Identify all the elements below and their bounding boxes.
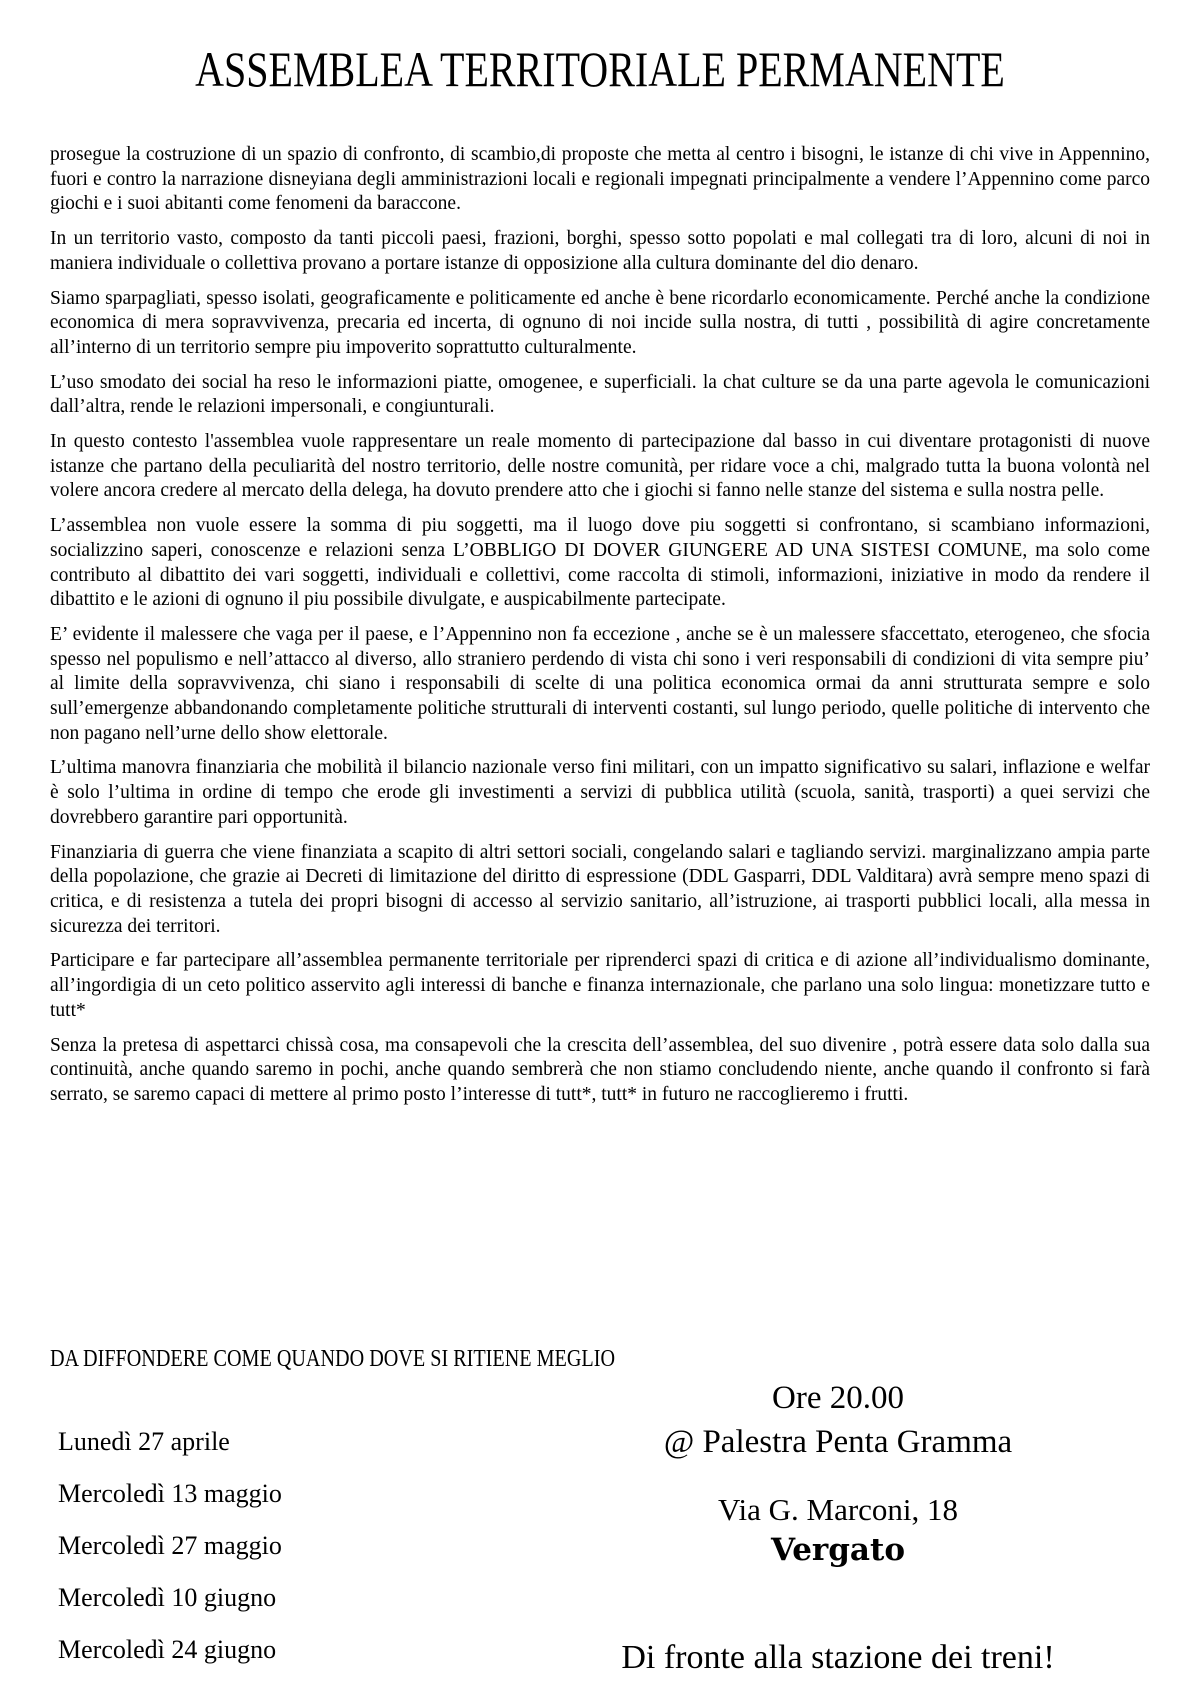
schedule-date: Mercoledì 13 maggio — [58, 1479, 282, 1508]
event-city: Vergato — [770, 1532, 906, 1568]
schedule-date: Mercoledì 27 maggio — [58, 1531, 282, 1560]
paragraph-1: prosegue la costruzione di un spazio di confronto, di scambio,di proposte che metta al centro i bisogni, le istanze di chi vive in Appennino, fuori e contro la narrazione disneyiana degli amministrazioni locali e regionali impegnati principalmente a vendere l’Appennino come parco giochi e i suoi abitanti come fenomeni da baraccone. — [50, 144, 1150, 215]
body-text — [50, 143, 1150, 1108]
schedule-date: Mercoledì 10 giugno — [58, 1583, 277, 1612]
event-time: Ore 20.00 — [772, 1380, 904, 1416]
paragraph-6: L’assemblea non vuole essere la somma di piu soggetti, ma il luogo dove piu soggetti si confrontano, si scambiano informazioni, socializzino saperi, conoscenze e relazioni senza L’OBBLIGO DI DOVER GIUNGERE AD UNA SISTESI COMUNE, ma solo come contributo al dibattito dei vari soggetti, individuali e collettivi, come raccolta di stimoli, informazioni, iniziative in modo da rendere il dibattito e le azioni di ognuno il piu possibile divulgate, e auspicabilmente partecipate. — [50, 515, 1150, 611]
paragraph-5: In questo contesto l'assemblea vuole rappresentare un reale momento di partecipazione dal basso in cui diventare protagonisti di nuove istanze che partano della peculiarità del nostro territorio, delle nostre comunità, per ridare voce a chi, malgrado tutta la buona volontà nel volere ancora credere al mercato della delega, ha dovuto prendere atto che i giochi si fanno nelle stanze del sistema e sulla nostra pelle. — [50, 431, 1150, 502]
event-landmark: Di fronte alla stazione dei treni! — [621, 1639, 1055, 1676]
schedule-list — [58, 1416, 282, 1676]
schedule-date: Mercoledì 24 giugno — [58, 1635, 277, 1664]
document-title: ASSEMBLEA TERRITORIALE PERMANENTE — [195, 41, 1005, 97]
paragraph-8: L’ultima manovra finanziaria che mobilità il bilancio nazionale verso fini militari, con un impatto significativo su salari, inflazione e welfar è solo l’ultima in ordine di tempo che erode gli investimenti a servizi di pubblica utilità (scuola, sanità, trasporti) a quei servizi che dovrebbero garantire pari opportunità. — [50, 757, 1150, 828]
schedule-date: Lunedì 27 aprile — [58, 1427, 230, 1456]
paragraph-2: In un territorio vasto, composto da tanti piccoli paesi, frazioni, borghi, spesso sotto popolati e mal collegati tra di loro, alcuni di noi in maniera individuale o collettiva provano a portare istanze di opposizione alla cultura dominante del dio denaro. — [50, 228, 1150, 274]
event-venue: @ Palestra Penta Gramma — [663, 1424, 1013, 1460]
paragraph-4: L’uso smodato dei social ha reso le informazioni piatte, omogenee, e superficiali. la chat culture se da una parte agevola le comunicazioni dall’altra, rende le relazioni impersonali, e congiunturali. — [50, 371, 1150, 418]
paragraph-7: E’ evidente il malessere che vaga per il paese, e l’Appennino non fa eccezione , anche se è un malessere sfaccettato, eterogeneo, che sfocia spesso nel populismo e nell’attacco al diverso, allo straniero perdendo di vista chi sono i veri responsabili di condizioni di vita sempre piu’ al limite della sopravvivenza, chi siano i responsabili di scelte di una politica economica ormai da anni strutturata sempre e solo sull’emergenze abbandonando completamente politiche strutturali di interventi costanti, sul lungo periodo, quelle politiche di intervento che non pagano nell’urne dello show elettorale. — [50, 623, 1150, 744]
paragraph-3: Siamo sparpagliati, spesso isolati, geograficamente e politicamente ed anche è bene ricordarlo economicamente. Perché anche la condizione economica di mera sopravvivenza, precaria ed incerta, di ognuno di noi incide sulla nostra, di tutti , possibilità di agire concretamente all’interno di un territorio sempre piu impoverito soprattutto culturalmente. — [50, 287, 1150, 358]
paragraph-10: Participare e far partecipare all’assemblea permanente territoriale per riprenderci spazi di critica e di azione all’individualismo dominante, all’ingordigia di un ceto politico asservito agli interessi di banche e finanza internazionale, che parlano una solo lingua: monetizzare tutto e tutt* — [50, 950, 1150, 1021]
event-street: Via G. Marconi, 18 — [717, 1492, 959, 1527]
distribution-note: DA DIFFONDERE COME QUANDO DOVE SI RITIENE MEGLIO — [50, 1346, 616, 1372]
event-details — [558, 1376, 1118, 1680]
paragraph-11: Senza la pretesa di aspettarci chissà cosa, ma consapevoli che la crescita dell’assemblea, del suo divenire , potrà essere data solo dalla sua continuità, anche quando saremo in pochi, anche quando sembrerà che non stiamo concludendo niente, anche quando il confronto si farà serrato, se saremo capaci di mettere al primo posto l’interesse di tutt*, tutt* in futuro ne raccoglieremo i frutti. — [50, 1034, 1150, 1105]
paragraph-9: Finanziaria di guerra che viene finanziata a scapito di altri settori sociali, congelando salari e tagliando servizi. marginalizzano ampia parte della popolazione, che grazie ai Decreti di limitazione del diritto di espressione (DDL Gasparri, DDL Valditara) avrà sempre meno spazi di critica, e di resistenza a tutela dei propri bisogni di accesso al servizio sanitario, all’istruzione, ai trasporti pubblici locali, alla messa in sicurezza dei territori. — [50, 841, 1150, 937]
